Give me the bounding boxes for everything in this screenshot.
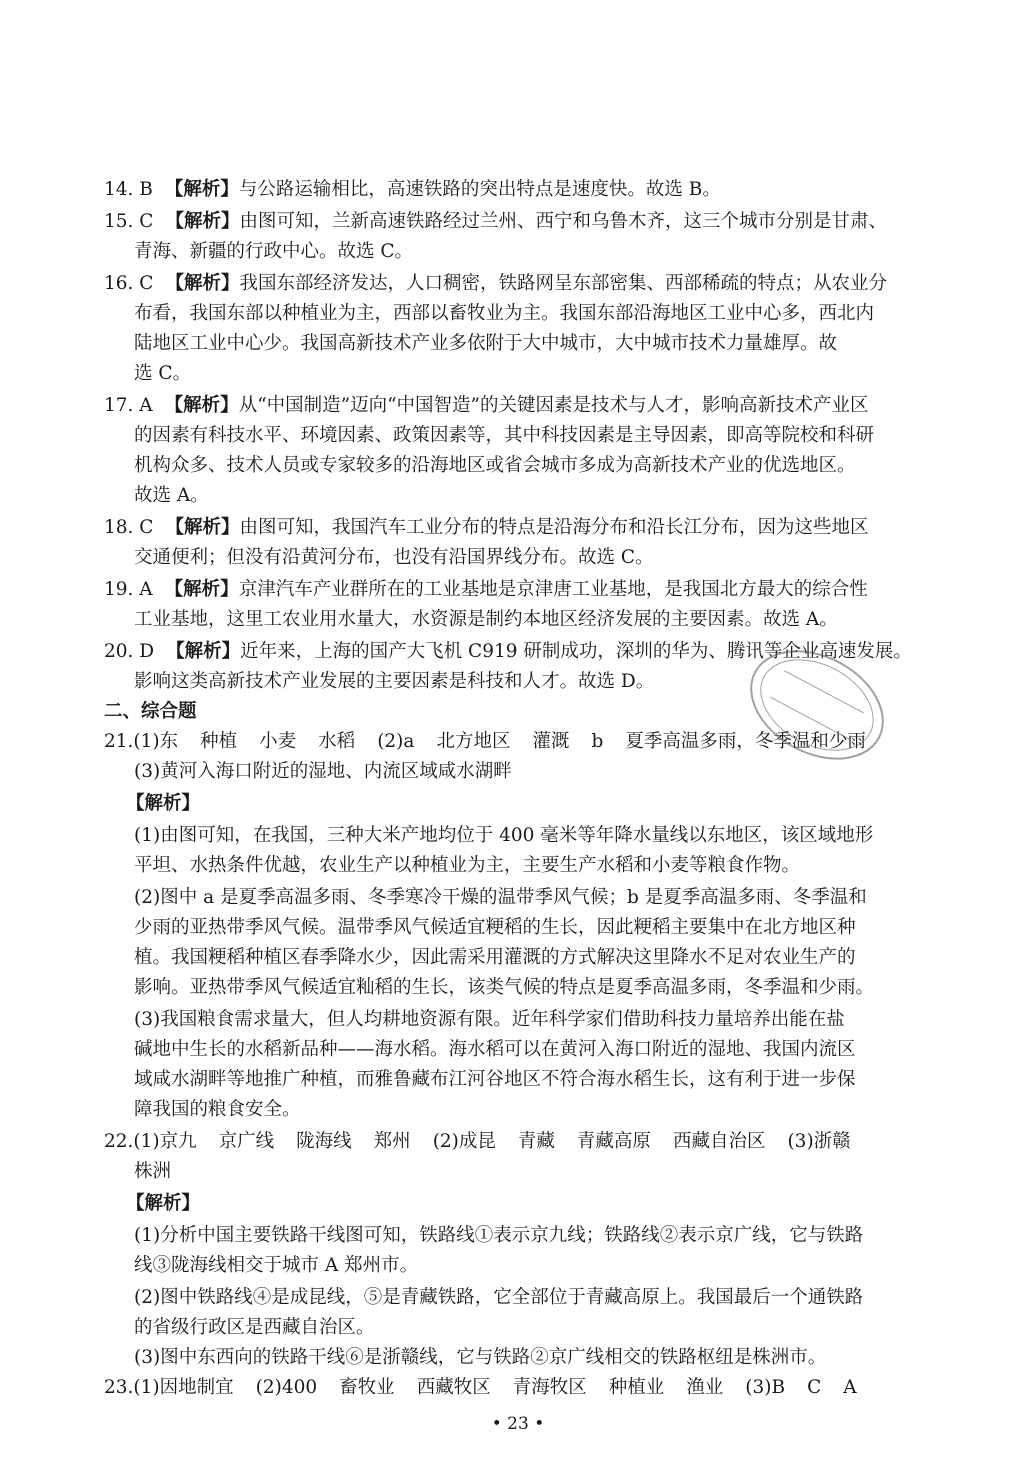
item-text: 与公路运输相比，高速铁路的突出特点是速度快。故选 B。 (238, 179, 721, 200)
answer-part: 陇海线 (296, 1131, 352, 1152)
item-continuation: 陆地区工业中心少。我国高新技术产业多依附于大中城市，大中城市技术力量雄厚。故 (134, 333, 838, 354)
analysis-heading: 【解析】 (126, 1193, 201, 1214)
item-number: 16. C (104, 273, 154, 294)
item-text: 京津汽车产业群所在的工业基地是京津唐工业基地，是我国北方最大的综合性 (238, 579, 868, 600)
item-text: 由图可知，我国汽车工业分布的特点是沿海分布和沿长江分布，因为这些地区 (239, 517, 869, 538)
answer-part: (1)京九 (133, 1131, 197, 1152)
analysis-line: (1)分析中国主要铁路干线图可知，铁路线①表示京九线；铁路线②表示京广线，它与铁路 (134, 1225, 864, 1246)
answer-part: 种植 (200, 731, 238, 752)
item-number: 18. C (104, 517, 154, 538)
analysis-line: (3)图中东西向的铁路干线⑥是浙赣线，它与铁路②京广线相交的铁路枢纽是株洲市。 (134, 1347, 827, 1368)
section-heading: 二、综合题 (104, 701, 197, 722)
analysis-line: (3)我国粮食需求量大，但人均耕地资源有限。近年科学家们借助科技力量培养出能在盐 (134, 1009, 845, 1030)
answer-part: 西藏牧区 (416, 1377, 491, 1398)
analysis-line: (2)图中 a 是夏季高温多雨、冬季寒冷干燥的温带季风气候；b 是夏季高温多雨、冬季温和 (134, 887, 867, 908)
analysis-line: 障我国的粮食安全。 (134, 1099, 301, 1120)
item-number: 23. (104, 1377, 134, 1398)
analysis-line: 线③陇海线相交于城市 A 郑州市。 (134, 1255, 419, 1276)
answer-item-17 (104, 392, 869, 420)
answer-item-18 (104, 514, 869, 542)
answer-part: (3)B (745, 1377, 786, 1398)
item-continuation: 选 C。 (134, 363, 192, 384)
analysis-line: (1)由图可知，在我国，三种大米产地均位于 400 毫米等年降水量线以东地区，该区域地形 (134, 825, 874, 846)
answer-item-19 (104, 576, 868, 604)
answer-part: 灌溉 (532, 731, 570, 752)
answer-part: 北方地区 (436, 731, 511, 752)
item-number: 20. D (104, 641, 155, 662)
answer-item-23 (104, 1374, 857, 1402)
page-number: • 23 • (491, 1414, 545, 1434)
item-text: 从“中国制造”迈向“中国智造”的关键因素是技术与人才，影响高新技术产业区 (238, 395, 869, 416)
analysis-line: 植。我国粳稻种植区春季降水少，因此需采用灌溉的方式解决这里降水不足对农业生产的 (134, 947, 856, 968)
answer-part: C (807, 1377, 822, 1398)
answer-item-15 (104, 208, 887, 236)
answer-part: (1)东 (133, 731, 179, 752)
item-continuation: 的因素有科技水平、环境因素、政策因素等，其中科技因素是主导因素，即高等院校和科研 (134, 425, 875, 446)
analysis-tag: 【解析】 (165, 273, 240, 294)
item-number: 17. A (104, 395, 153, 416)
answer-part: 青海牧区 (512, 1377, 587, 1398)
answer-part: (2)成昆 (432, 1131, 496, 1152)
analysis-line: 平坦、水热条件优越，农业生产以种植业为主，主要生产水稻和小麦等粮食作物。 (134, 855, 801, 876)
answer-part: (2)400 (255, 1377, 318, 1398)
analysis-heading: 【解析】 (126, 793, 201, 814)
item-number: 22. (104, 1131, 134, 1152)
analysis-tag: 【解析】 (165, 517, 240, 538)
answer-part: 小麦 (259, 731, 297, 752)
answer-part: 郑州 (373, 1131, 411, 1152)
answer-item-16 (104, 270, 887, 298)
answer-part: (3)浙赣 (787, 1131, 851, 1152)
item-continuation: 故选 A。 (134, 485, 209, 506)
answer-part: 渔业 (686, 1377, 724, 1398)
answer-part: (3)黄河入海口附近的湿地、内流区域咸水湖畔 (134, 761, 512, 782)
answer-part: 西藏自治区 (672, 1131, 766, 1152)
item-continuation: 影响这类高新技术产业发展的主要因素是科技和人才。故选 D。 (134, 671, 655, 692)
analysis-line: 域咸水湖畔等地推广种植，而雅鲁藏布江河谷地区不符合海水稻生长，这有利于进一步保 (134, 1069, 856, 1090)
item-text: 由图可知，兰新高速铁路经过兰州、西宁和乌鲁木齐，这三个城市分别是甘肃、 (239, 211, 887, 232)
analysis-line: (2)图中铁路线④是成昆线，⑤是青藏铁路，它全部位于青藏高原上。我国最后一个通铁路 (134, 1287, 864, 1308)
analysis-tag: 【解析】 (164, 579, 239, 600)
answer-part: 京广线 (218, 1131, 275, 1152)
analysis-tag: 【解析】 (166, 641, 241, 662)
answer-part: 青藏高原 (576, 1131, 651, 1152)
answer-part: 夏季高温多雨，冬季温和少雨 (625, 731, 866, 752)
item-continuation: 布看，我国东部以种植业为主，西部以畜牧业为主。我国东部沿海地区工业中心多，西北内 (134, 303, 875, 324)
item-continuation: 交通便利；但没有沿黄河分布，也没有沿国界线分布。故选 C。 (134, 547, 654, 568)
answer-item-22 (104, 1128, 851, 1156)
item-continuation: 机构众多、技术人员或专家较多的沿海地区或省会城市多成为高新技术产业的优选地区。 (134, 455, 856, 476)
item-number: 14. B (104, 179, 153, 200)
item-number: 15. C (104, 211, 154, 232)
analysis-tag: 【解析】 (164, 395, 239, 416)
analysis-line: 少雨的亚热带季风气候。温带季风气候适宜粳稻的生长，因此粳稻主要集中在北方地区种 (134, 917, 856, 938)
answer-part: 青藏 (517, 1131, 555, 1152)
item-text: 近年来，上海的国产大飞机 C919 研制成功，深圳的华为、腾讯等企业高速发展。 (240, 641, 912, 662)
item-continuation: 工业基地，这里工农业用水量大，水资源是制约本地区经济发展的主要因素。故选 A。 (134, 609, 838, 630)
answer-item-14 (104, 176, 721, 204)
answer-part: (1)因地制宜 (133, 1377, 234, 1398)
answer-part: 畜牧业 (339, 1377, 395, 1398)
answer-part: A (843, 1377, 857, 1398)
answer-part: (2)a (377, 731, 415, 752)
item-number: 21. (104, 731, 134, 752)
analysis-tag: 【解析】 (165, 211, 240, 232)
item-text: 我国东部经济发达，人口稠密，铁路网呈东部密集、西部稀疏的特点；从农业分 (239, 273, 887, 294)
item-number: 19. A (104, 579, 153, 600)
answer-part: 株洲 (134, 1161, 172, 1182)
analysis-line: 影响。亚热带季风气候适宜籼稻的生长，该类气候的特点是夏季高温多雨，冬季温和少雨。 (134, 977, 875, 998)
analysis-line: 的省级行政区是西藏自治区。 (134, 1317, 375, 1338)
answer-part: 水稻 (318, 731, 356, 752)
analysis-tag: 【解析】 (164, 179, 239, 200)
answer-part: b (591, 731, 604, 752)
item-continuation: 青海、新疆的行政中心。故选 C。 (134, 241, 414, 262)
answer-part: 种植业 (608, 1377, 665, 1398)
analysis-line: 碱地中生长的水稻新品种——海水稻。海水稻可以在黄河入海口附近的湿地、我国内流区 (134, 1039, 856, 1060)
